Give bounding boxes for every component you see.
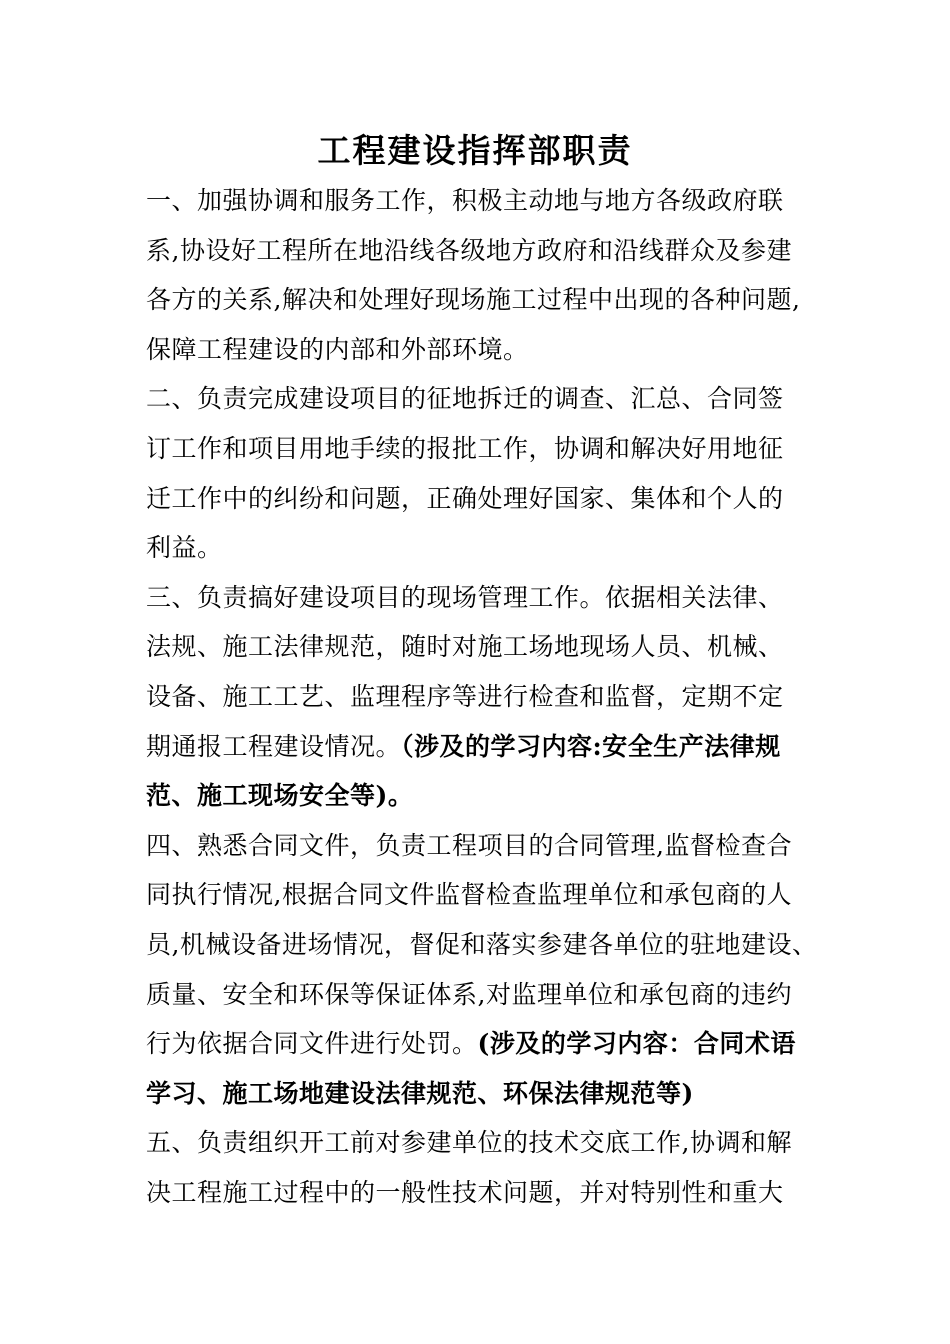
text-line: 各方的关系,解决和处理好现场施工过程中出现的各种问题, — [146, 285, 801, 315]
text-line: 订工作和项目用地手续的报批工作，协调和解决好用地征 — [146, 433, 784, 463]
text-line: 范、施工现场安全等)。 — [146, 781, 414, 811]
text-line: 决工程施工过程中的一般性技术问题，并对特别性和重大 — [146, 1177, 784, 1207]
text-line: 二、负责完成建设项目的征地拆迁的调查、汇总、合同签 — [146, 384, 784, 414]
text-line: 质量、安全和环保等保证体系,对监理单位和承包商的违约 — [146, 979, 792, 1009]
text-line: 行为依据合同文件进行处罚。(涉及的学习内容：合同术语 — [146, 1029, 796, 1059]
text-line: 四、熟悉合同文件，负责工程项目的合同管理,监督检查合 — [146, 830, 792, 860]
text-line: 一、加强协调和服务工作，积极主动地与地方各级政府联 — [146, 186, 784, 215]
text-line: 设备、施工工艺、监理程序等进行检查和监督，定期不定 — [146, 681, 784, 711]
text-line: 员,机械设备进场情况，督促和落实参建各单位的驻地建设、 — [146, 929, 818, 959]
text-line: 利益。 — [146, 533, 223, 563]
text-line: 学习、施工场地建设法律规范、环保法律规范等) — [146, 1078, 694, 1108]
text-line: 迁工作中的纠纷和问题，正确处理好国家、集体和个人的 — [146, 483, 784, 513]
text-line: 保障工程建设的内部和外部环境。 — [146, 334, 529, 364]
text-line: 系,协设好工程所在地沿线各级地方政府和沿线群众及参建 — [146, 235, 792, 265]
text-line: 同执行情况,根据合同文件监督检查监理单位和承包商的人 — [146, 880, 792, 910]
text-line: 期通报工程建设情况。（涉及的学习内容:安全生产法律规 — [146, 731, 781, 761]
text-line: 法规、施工法律规范，随时对施工场地现场人员、机械、 — [146, 632, 784, 662]
text-line: 五、负责组织开工前对参建单位的技术交底工作,协调和解 — [146, 1128, 792, 1158]
document-body — [146, 176, 826, 1217]
document-title: 工程建设指挥部职责 — [317, 131, 633, 170]
text-line: 三、负责搞好建设项目的现场管理工作。依据相关法律、 — [146, 582, 784, 612]
